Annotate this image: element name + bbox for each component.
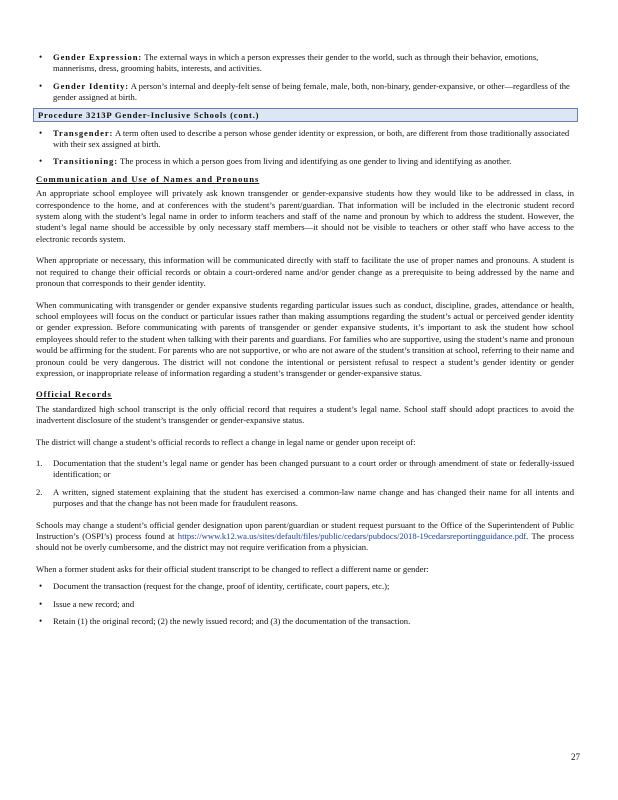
- term-definition: A person’s internal and deeply-felt sense of being female, male, both, non-binary, gender-expansive, or other—regardless of the gender assigned at birth.: [53, 80, 570, 103]
- term-label: Transgender:: [53, 127, 114, 138]
- ospi-guidance-link[interactable]: https://www.k12.wa.us/sites/default/files/public/cedars/pubdocs/2018-19cedarsreportingguidance.pdf: [177, 531, 527, 541]
- numbered-item: [36, 458, 574, 481]
- bullet-icon: •: [39, 581, 43, 592]
- list-item: [36, 616, 574, 627]
- procedure-banner: Procedure 3213P Gender-Inclusive Schools (cont.): [33, 108, 578, 122]
- document-page: [36, 52, 574, 633]
- definition-transitioning: [36, 156, 574, 167]
- item-text: A written, signed statement explaining that the student has exercised a common-law name change and has changed their name for all intents and purposes and that the change has not been made for fraudulent reasons.: [53, 486, 574, 509]
- text: Schools may change a student’s official gender designation upon parent/guardian or student request pursuant to the Office of the Superintendent of Public Instruction’s (OSPI’s) process found at: [36, 519, 574, 541]
- bullet-icon: •: [39, 616, 43, 627]
- list-item-text: Issue a new record; and: [53, 598, 135, 609]
- paragraph: When a former student asks for their official student transcript to be changed to reflect a different name or gender:: [36, 563, 429, 574]
- paragraph: An appropriate school employee will privately ask known transgender or gender-expansive students how they would like to be addressed in class, in correspondence to the home, and at conferences with the student’s parent/guardian. That information will be included in the electronic student record system along with the student’s legal name in order to inform teachers and staff of the name and pronoun by which to address the student. However, the student’s legal name should be accessible by only necessary staff members—it should not be visible to teachers or other staff who have access to the electronic records system.: [36, 188, 574, 244]
- definition-gender-identity: [36, 81, 574, 104]
- term-definition: A term often used to describe a person whose gender identity or expression, or both, are different from those traditionally associated with their sex assigned at birth.: [53, 127, 570, 150]
- definition-gender-expression: [36, 52, 574, 75]
- item-number: 1.: [36, 457, 43, 468]
- list-item: [36, 599, 574, 610]
- item-number: 2.: [36, 486, 43, 497]
- list-item-text: Retain (1) the original record; (2) the newly issued record; and (3) the documentation of the transaction.: [53, 616, 411, 627]
- list-item: [36, 581, 574, 592]
- bullet-icon: •: [39, 80, 43, 91]
- numbered-item: [36, 487, 574, 510]
- text: . The process should not be overly cumbersome, and the district may not require verification from a physician.: [36, 531, 574, 553]
- bullet-icon: •: [39, 156, 43, 167]
- term-definition: The external ways in which a person expresses their gender to the world, such as through their behavior, emotions, mannerisms, dress, grooming habits, interests, and activities.: [53, 52, 539, 74]
- term-definition: The process in which a person goes from living and identifying as one gender to living and identifying as another.: [119, 156, 512, 167]
- definition-transgender: [36, 128, 574, 151]
- item-text: Documentation that the student’s legal name or gender has been changed pursuant to a court order or through amendment of state or federally-issued identification; or: [53, 457, 574, 480]
- section-heading-names-pronouns: Communication and Use of Names and Pronouns: [36, 173, 260, 184]
- paragraph: When appropriate or necessary, this information will be communicated directly with staff to facilitate the use of proper names and pronouns. A student is not required to change their official records or obtain a court-ordered name and/or gender change as a prerequisite to being addressed by the name and pronoun that corresponds to their gender identity.: [36, 255, 574, 289]
- section-heading-official-records: Official Records: [36, 389, 112, 400]
- bullet-icon: •: [39, 52, 43, 62]
- paragraph: The district will change a student’s official records to reflect a change in legal name or gender upon receipt of:: [36, 436, 416, 447]
- term-label: Gender Identity:: [53, 80, 130, 91]
- term-label: Transitioning:: [53, 156, 118, 167]
- paragraph: When communicating with transgender or gender expansive students regarding particular issues such as conduct, discipline, grades, attendance or health, school employees will focus on the conduct or particular issues rather than making assumptions regarding the student’s actual or perceived gender identity or gender expression. Before communicating with parents of transgender or gender expansive students, it’s important to ask the student how school employees should refer to the student when talking with their parents and guardians. For families who are supportive, using the student’s name and pronoun would be affirming for the student. For parents who are not supportive, or who are not aware of the student’s transition at school, referring to their name and pronoun could be very dangerous. The district will not condone the intentional or persistent refusal to respect a student’s gender identity or gender expression, or inappropriate release of information regarding a student’s transgender or gender-expansive status.: [36, 299, 574, 378]
- paragraph-ospi: [36, 520, 574, 554]
- term-label: Gender Expression:: [53, 52, 143, 62]
- paragraph: The standardized high school transcript is the only official record that requires a student’s legal name. School staff should adopt practices to avoid the inadvertent disclosure of the student’s transgender or gender-expansive status.: [36, 403, 574, 426]
- bullet-icon: •: [39, 127, 43, 138]
- bullet-icon: •: [39, 598, 43, 609]
- page-number: 27: [571, 752, 580, 762]
- list-item-text: Document the transaction (request for the change, proof of identity, certificate, court papers, etc.);: [53, 581, 390, 592]
